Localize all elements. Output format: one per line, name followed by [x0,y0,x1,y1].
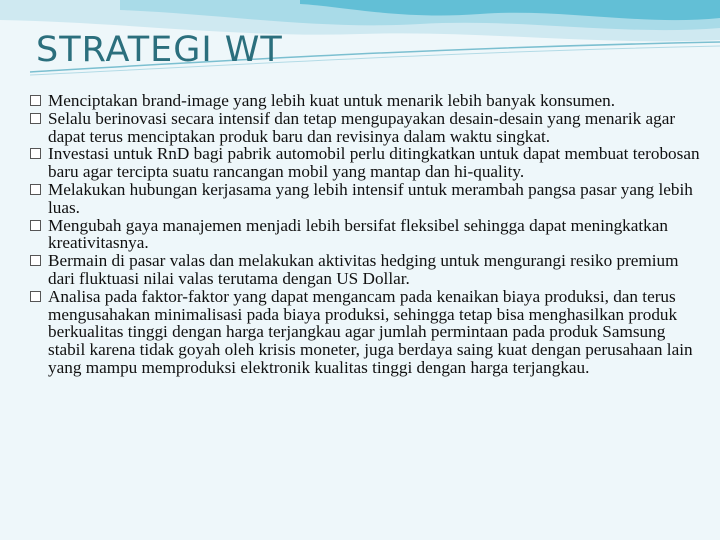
bullet-text: Menciptakan brand-image yang lebih kuat untuk menarik lebih banyak konsumen. [48,91,616,110]
bullet-text: Investasi untuk RnD bagi pabrik automobil perlu ditingkatkan untuk dapat membuat terobosan baru agar tercipta suatu rancangan mobil yang mantap dan hi-quality. [48,144,700,182]
square-box-icon [30,255,41,266]
square-box-icon [30,291,41,302]
square-box-icon [30,184,41,195]
square-box-icon [30,113,41,124]
bullet-item [30,288,702,377]
bullet-list [30,92,702,377]
square-box-icon [30,148,41,159]
slide-title: STRATEGI WT [36,30,283,70]
bullet-text: Analisa pada faktor-faktor yang dapat mengancam pada kenaikan biaya produksi, dan terus mengusahakan minimalisasi pada biaya produksi, sehingga tetap bisa menghasilkan produk berkualitas tinggi dengan harga terjangkau agar jumlah permintaan pada produk Samsung stabil karena tidak goyah oleh krisis moneter, juga berdaya saing kuat dengan perusahaan lain yang mampu memproduksi elektronik kualitas tinggi dengan harga terjangkau. [48,286,693,377]
bullet-text: Bermain di pasar valas dan melakukan aktivitas hedging untuk mengurangi resiko premium dari fluktuasi nilai valas terutama dengan US Dollar. [48,251,679,288]
bullet-item [30,145,702,181]
bullet-text: Mengubah gaya manajemen menjadi lebih bersifat fleksibel sehingga dapat meningkatkan kreativitasnya. [48,215,668,253]
square-box-icon [30,95,41,106]
bullet-item [30,217,702,253]
bullet-item [30,181,702,217]
bullet-item [30,252,702,288]
bullet-item [30,92,702,110]
square-box-icon [30,220,41,231]
bullet-text: Selalu berinovasi secara intensif dan tetap mengupayakan desain-desain yang menarik agar dapat terus menciptakan produk baru dan revisinya dalam waktu singkat. [48,108,676,146]
bullet-item [30,110,702,146]
bullet-text: Melakukan hubungan kerjasama yang lebih intensif untuk merambah pangsa pasar yang lebih luas. [48,179,693,217]
